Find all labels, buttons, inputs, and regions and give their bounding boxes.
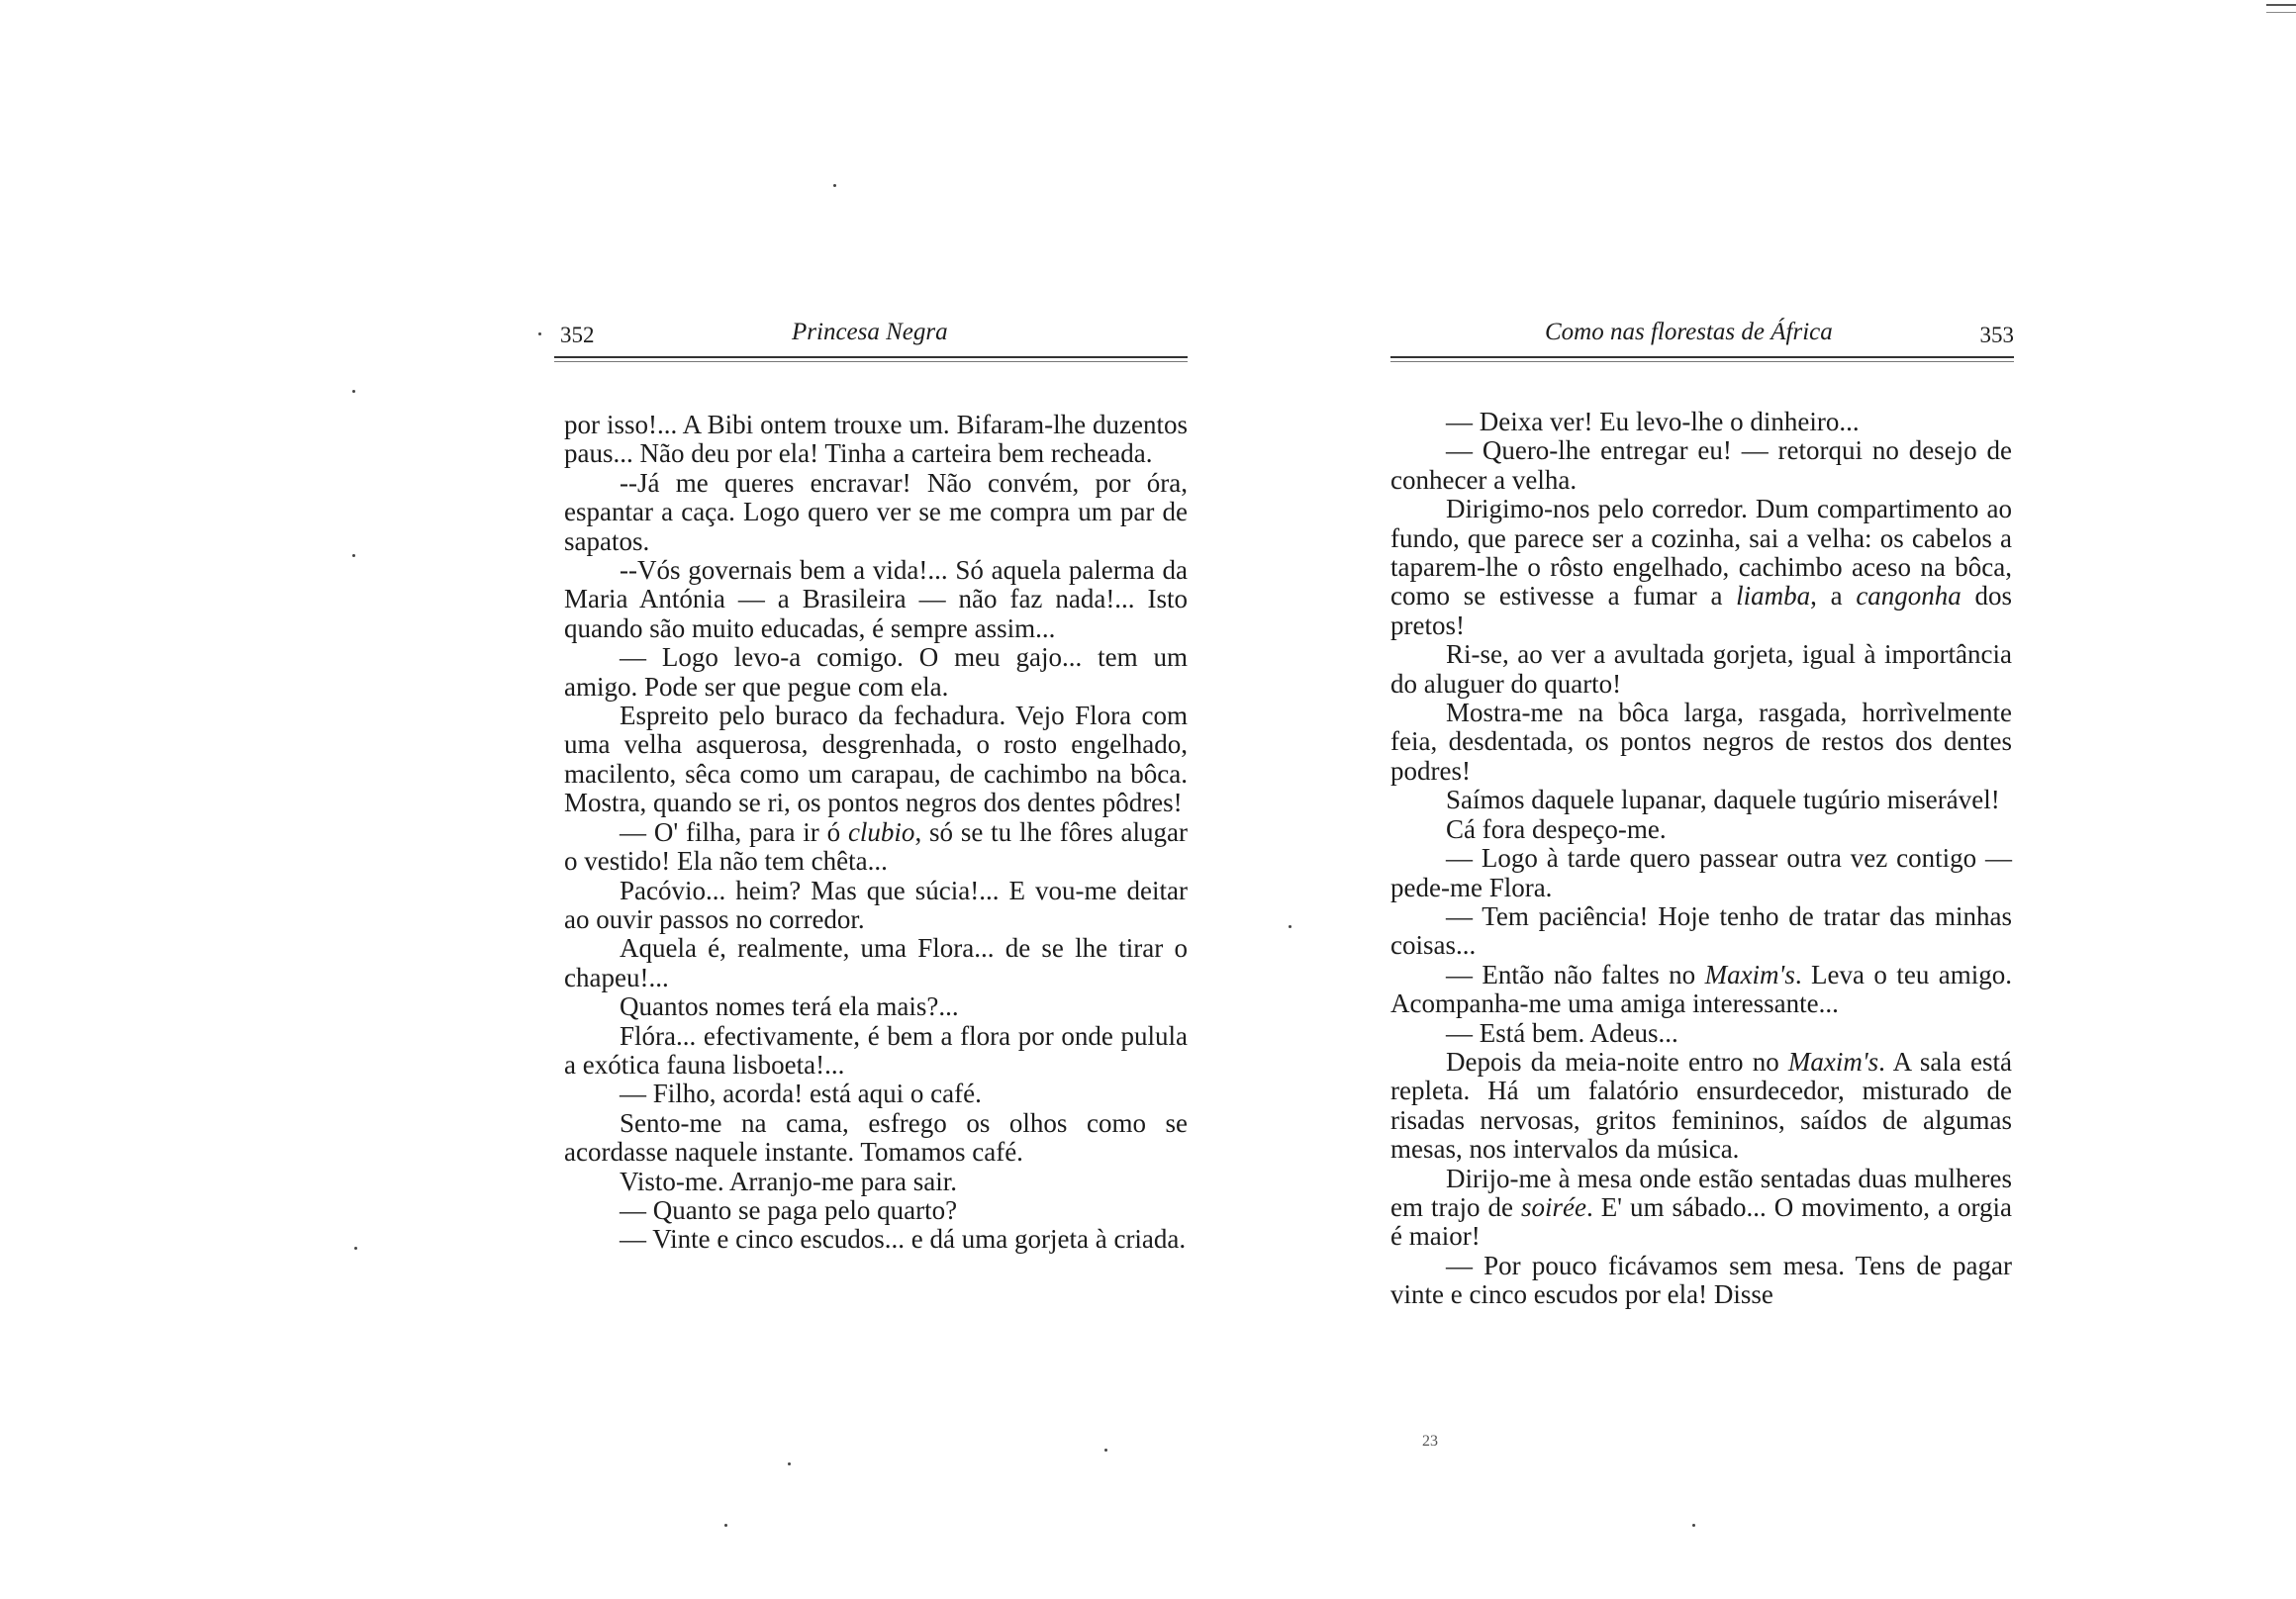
right-page-header: [1390, 315, 2014, 354]
paragraph: Cá fora despeço-me.: [1446, 813, 1667, 844]
paragraph: Dirigimo-nos pelo corredor. Dum compartimento ao fundo, que parece ser a cozinha, sai a velha: os cabelos a taparem-lhe o rôsto engelhado, cachimbo aceso na bôca, como se estivesse a fumar a liamba, a cangonha dos pretos!: [1390, 494, 2013, 640]
left-running-head: Princesa Negra: [792, 319, 948, 345]
scan-speck: [352, 390, 355, 393]
left-page: [554, 0, 1207, 1599]
scan-speck: [354, 1247, 357, 1250]
paragraph: Sento-me na cama, esfrego os olhos como se acordasse naquele instante. Tomamos café.: [564, 1107, 1188, 1168]
paragraph: — Quanto se paga pelo quarto?: [620, 1194, 958, 1225]
right-body-text: [1390, 408, 2012, 1310]
paragraph: — Deixa ver! Eu levo-lhe o dinheiro...: [1446, 407, 1860, 436]
paragraph: — Tem paciência! Hoje tenho de tratar das minhas coisas...: [1390, 900, 2012, 961]
paragraph: Pacóvio... heim? Mas que súcia!... E vou-me deitar ao ouvir passos no corredor.: [564, 875, 1188, 934]
scan-speck: [1104, 1449, 1107, 1452]
scan-speck: [1289, 925, 1292, 928]
paragraph: Saímos daquele lupanar, daquele tugúrio miserável!: [1446, 785, 2000, 815]
scan-speck: [724, 1524, 727, 1527]
paragraph: — O' filha, para ir ó clubio, só se tu lhe fôres alugar o vestido! Ela não tem chêta...: [564, 816, 1188, 877]
paragraph: por isso!... A Bibi ontem trouxe um. Bifaram-lhe duzentos paus... Não deu por ela! Tinha a carteira bem recheada.: [564, 410, 1188, 469]
paragraph: — Está bem. Adeus...: [1446, 1017, 1678, 1048]
paragraph: — Vinte e cinco escudos... e dá uma gorjeta à criada.: [620, 1224, 1187, 1255]
paragraph: — Quero-lhe entregar eu! — retorqui no desejo de conhecer a velha.: [1390, 435, 2012, 495]
paragraph: Quantos nomes terá ela mais?...: [620, 991, 959, 1022]
scan-speck: [352, 554, 355, 557]
right-page-number: 353: [1979, 323, 2014, 347]
signature-mark: 23: [1422, 1433, 1438, 1450]
paragraph: Dirijo-me à mesa onde estão sentadas duas mulheres em trajo de soirée. E' um sábado... O movimento, a orgia é maior!: [1390, 1163, 2012, 1252]
paragraph: Mostra-me na bôca larga, rasgada, horrìvelmente feia, desdentada, os pontos negros de restos dos dentes podres!: [1390, 698, 2012, 786]
scan-speck: [833, 184, 836, 187]
paragraph: --Vós governais bem a vida!... Só aquela palerma da Maria Antónia — a Brasileira — não faz nada!... Isto quando são muito educadas, é sempre assim...: [564, 555, 1188, 643]
paragraph: — Por pouco ficávamos sem mesa. Tens de pagar vinte e cinco escudos por ela! Disse: [1390, 1250, 2012, 1310]
left-body-text: [564, 411, 1188, 1255]
scan-speck: [788, 1462, 791, 1465]
paragraph: — Logo à tarde quero passear outra vez contigo — pede-me Flora.: [1390, 843, 2012, 902]
left-header-rule: [554, 356, 1188, 362]
paragraph: — Filho, acorda! está aqui o café.: [620, 1079, 982, 1109]
right-header-rule: [1390, 356, 2014, 362]
paragraph: — Então não faltes no Maxim's. Leva o teu amigo. Acompanha-me uma amiga interessante...: [1390, 959, 2012, 1019]
left-page-number: 352: [560, 323, 595, 347]
paragraph: --Já me queres encravar! Não convém, por óra, espantar a caça. Logo quero ver se me compra um par de sapatos.: [564, 467, 1188, 556]
paragraph: Visto-me. Arranjo-me para sair.: [620, 1166, 958, 1196]
scan-speck: [1692, 1524, 1695, 1527]
scan-edge-mark: [2266, 4, 2296, 13]
right-page: [1381, 0, 2034, 1599]
paragraph: Aquela é, realmente, uma Flora... de se lhe tirar o chapeu!...: [564, 933, 1188, 992]
right-running-head: Como nas florestas de África: [1545, 319, 1833, 345]
paragraph: Depois da meia-noite entro no Maxim's. A sala está repleta. Há um falatório ensurdecedor, misturado de risadas nervosas, gritos femininos, saídos de algumas mesas, nos intervalos da música.: [1390, 1046, 2012, 1165]
paragraph: Ri-se, ao ver a avultada gorjeta, igual à importância do aluguer do quarto!: [1390, 639, 2012, 699]
left-page-header: [554, 315, 1188, 354]
paragraph: Espreito pelo buraco da fechadura. Vejo Flora com uma velha asquerosa, desgrenhada, o rosto engelhado, macilento, sêca como um carapau, de cachimbo na bôca. Mostra, quando se ri, os pontos negros dos dentes pôdres!: [564, 701, 1188, 818]
paragraph: Flóra... efectivamente, é bem a flora por onde pulula a exótica fauna lisboeta!...: [564, 1020, 1188, 1080]
paragraph: — Logo levo-a comigo. O meu gajo... tem um amigo. Pode ser que pegue com ela.: [564, 642, 1188, 702]
scan-speck: [538, 332, 541, 335]
